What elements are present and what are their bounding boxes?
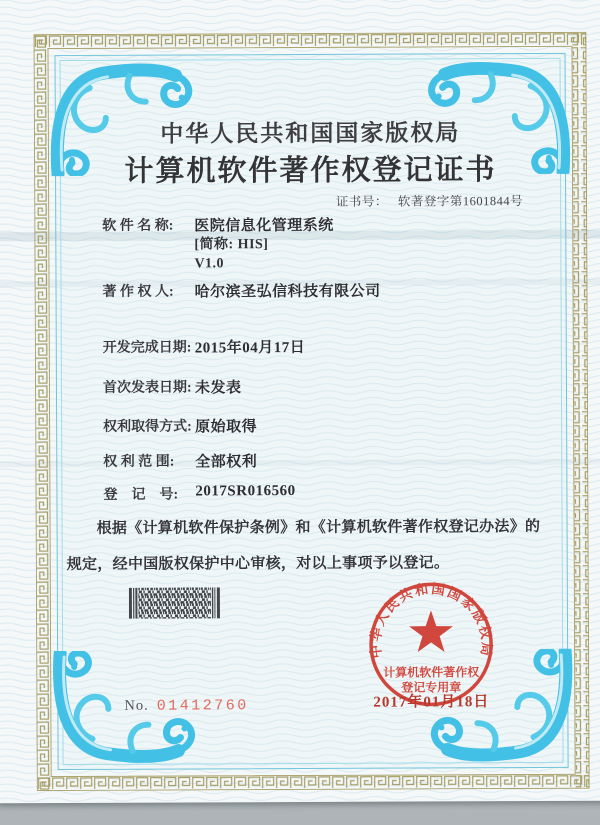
stamp-star-icon [409, 610, 453, 652]
document-title: 计算机软件著作权登记证书 [124, 154, 497, 188]
field-value: 2015年04月17日 [194, 339, 306, 357]
field-value: 未发表 [194, 380, 242, 397]
field-value-version: V1.0 [194, 256, 225, 272]
field-label: 著 作 权 人: [102, 284, 174, 300]
field-value: 哈尔滨圣弘信科技有限公司 [194, 283, 381, 301]
field-first-publication [103, 376, 242, 398]
barcode-2d [129, 587, 221, 618]
field-value: 全部权利 [195, 454, 258, 471]
issuer-title: 中华人民共和国国家版权局 [160, 120, 461, 147]
certificate-content [33, 32, 589, 791]
field-label: 软 件 名 称: [102, 218, 174, 234]
stamp-date: 2017年01月18日 [373, 694, 490, 711]
certificate-frame [33, 32, 589, 791]
field-label: 登 记 号: [103, 487, 179, 503]
field-label: 权利取得方式: [103, 419, 192, 435]
field-label: 首次发表日期: [102, 380, 192, 396]
certificate-number-line [336, 191, 523, 210]
stamp-text-line1: 计算机软件著作权 [383, 665, 480, 680]
field-completion-date [103, 336, 306, 358]
serial-number-line [124, 697, 248, 715]
field-value: 原始取得 [195, 419, 258, 436]
field-label: 开发完成日期: [102, 340, 192, 356]
field-rights-scope [103, 450, 257, 472]
field-value: 医院信息化管理系统 [194, 217, 334, 235]
serial-prefix: No. [124, 697, 149, 714]
statement-line: 根据《计算机软件保护条例》和《计算机软件著作权登记办法》的 [96, 518, 541, 537]
field-value-short-name: [简称: HIS] [194, 237, 269, 253]
field-copyright-owner [102, 280, 380, 302]
certificate-number-value: 软著登字第1601844号 [397, 194, 524, 209]
serial-number: 01412760 [156, 697, 249, 715]
field-software-name [102, 214, 334, 274]
field-rights-acquisition [103, 415, 257, 437]
field-value: 2017SR016560 [195, 483, 296, 500]
stamp-ring-text: 中华人民共和国国家版权局 [367, 581, 495, 660]
field-label: 权 利 范 围: [103, 454, 175, 470]
statement-line: 规定，经中国版权保护中心审核，对以上事项予以登记。 [66, 555, 450, 574]
stamp-text-line2: 登记专用章 [401, 680, 462, 695]
field-registration-number [103, 483, 295, 504]
certificate-number-label: 证书号： [335, 194, 388, 209]
